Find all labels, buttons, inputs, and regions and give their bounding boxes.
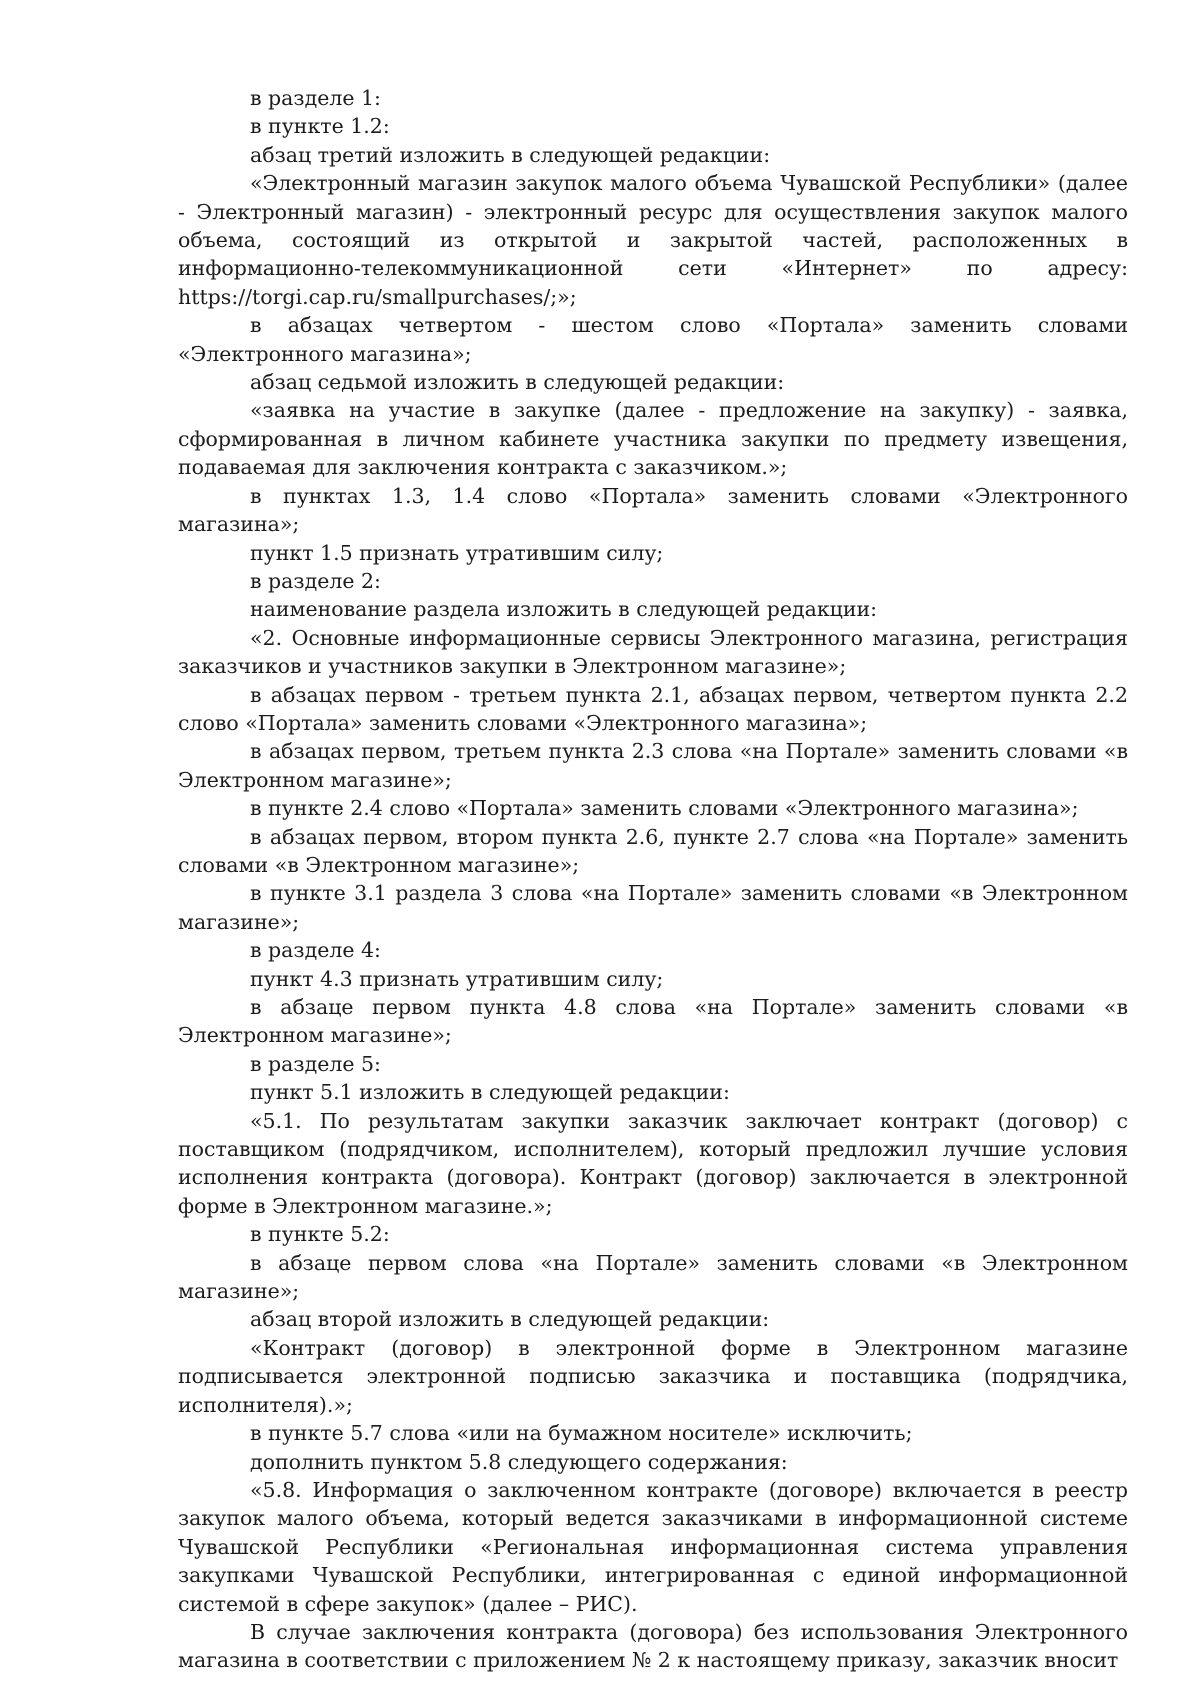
paragraph: пункт 5.1 изложить в следующей редакции: xyxy=(250,1080,730,1105)
paragraph: пункт 4.3 признать утратившим силу; xyxy=(250,966,664,991)
paragraph: абзац седьмой изложить в следующей редакции: xyxy=(250,370,785,395)
paragraph: в пункте 5.2: xyxy=(250,1222,390,1247)
paragraph: в разделе 2: xyxy=(250,568,381,593)
paragraph: в абзацах четвертом - шестом слово «Портала» заменить словами «Электронного магазина»; xyxy=(178,313,1128,366)
paragraph: «Контракт (договор) в электронной форме в Электронном магазине подписывается электронной подписью заказчика и поставщика (подрядчика, исполнителя).»; xyxy=(178,1335,1128,1417)
paragraph: в абзаце первом пункта 4.8 слова «на Портале» заменить словами «в Электронном магазине»; xyxy=(178,995,1128,1048)
paragraph: пункт 1.5 признать утратившим силу; xyxy=(250,540,664,565)
paragraph: «2. Основные информационные сервисы Электронного магазина, регистрация заказчиков и участников закупки в Электронном магазине»; xyxy=(178,625,1128,679)
paragraph: в разделе 4: xyxy=(250,938,381,963)
paragraph: в абзацах первом, втором пункта 2.6, пункте 2.7 слова «на Портале» заменить словами «в Электронном магазине»; xyxy=(178,824,1128,877)
paragraph: абзац третий изложить в следующей редакции: xyxy=(250,142,771,167)
paragraph: в пункте 5.7 слова «или на бумажном носителе» исключить; xyxy=(250,1421,913,1446)
paragraph: «заявка на участие в закупке (далее - предложение на закупку) - заявка, сформированная в личном кабинете участника закупки по предмету извещения, подаваемая для заключения контракта с заказчиком.»; xyxy=(178,398,1128,480)
paragraph: «Электронный магазин закупок малого объема Чувашской Республики» (далее - Электронный магазин) - электронный ресурс для осуществления закупок малого объема, состоящий из открытой и закрытой частей, расположенных в информационно-телекоммуникационной сети «Интернет» по адресу: https://torgi.cap.ru/smallpurchases/;»; xyxy=(178,171,1128,309)
paragraph: в пунктах 1.3, 1.4 слово «Портала» заменить словами «Электронного магазина»; xyxy=(178,483,1128,537)
paragraph: «5.1. По результатам закупки заказчик заключает контракт (договор) с поставщиком (подрядчиком, исполнителем), который предложил лучшие условия исполнения контракта (договора). Контракт (договор) заключается в электронной форме в Электронном магазине.»; xyxy=(178,1108,1128,1218)
paragraph: абзац второй изложить в следующей редакции: xyxy=(250,1307,770,1332)
paragraph: в абзацах первом, третьем пункта 2.3 слова «на Портале» заменить словами «в Электронном магазине»; xyxy=(178,739,1128,792)
paragraph: наименование раздела изложить в следующей редакции: xyxy=(250,597,878,622)
document-body xyxy=(178,84,1128,1675)
paragraph: в пункте 2.4 слово «Портала» заменить словами «Электронного магазина»; xyxy=(250,796,1079,821)
paragraph: в разделе 5: xyxy=(250,1051,381,1076)
paragraph: в абзаце первом слова «на Портале» заменить словами «в Электронном магазине»; xyxy=(178,1250,1128,1304)
paragraph: в разделе 1: xyxy=(250,86,381,110)
paragraph: «5.8. Информация о заключенном контракте (договоре) включается в реестр закупок малого объема, который ведется заказчиками в информационной системе Чувашской Республики «Региональная информационная система управления закупками Чувашской Республики, интегрированная с единой информационной системой в сфере закупок» (далее – РИС). xyxy=(178,1477,1128,1616)
paragraph: дополнить пунктом 5.8 следующего содержания: xyxy=(250,1449,788,1474)
paragraph: в пункте 1.2: xyxy=(250,114,390,139)
paragraph: в абзацах первом - третьем пункта 2.1, абзацах первом, четвертом пункта 2.2 слово «Портала» заменить словами «Электронного магазина»; xyxy=(178,682,1128,735)
paragraph: в пункте 3.1 раздела 3 слова «на Портале» заменить словами «в Электронном магазине»; xyxy=(178,881,1128,934)
paragraph: В случае заключения контракта (договора) без использования Электронного магазина в соответствии с приложением № 2 к настоящему приказу, заказчик вносит xyxy=(178,1619,1128,1673)
